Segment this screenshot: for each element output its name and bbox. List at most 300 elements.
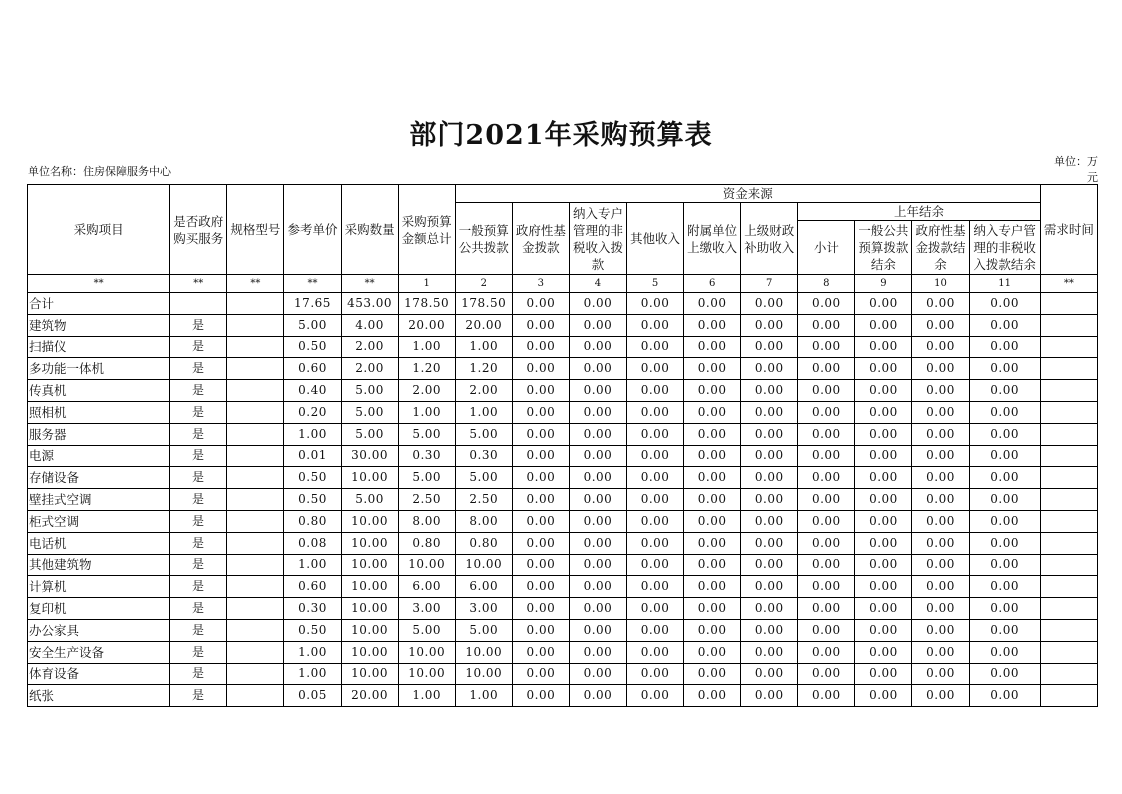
table-cell <box>227 467 284 489</box>
table-row <box>28 336 1098 358</box>
table-cell: 0.00 <box>741 401 798 423</box>
table-cell: 1.00 <box>398 685 455 707</box>
table-cell: 0.00 <box>741 467 798 489</box>
table-cell: 0.00 <box>741 576 798 598</box>
table-cell: 5.00 <box>455 423 512 445</box>
table-cell <box>1040 293 1097 315</box>
table-cell: 是 <box>170 380 227 402</box>
table-cell <box>227 358 284 380</box>
table-cell: 10.00 <box>398 663 455 685</box>
table-cell: 0.00 <box>684 510 741 532</box>
table-cell: 0.00 <box>627 576 684 598</box>
table-cell: 10.00 <box>341 554 398 576</box>
table-cell: 是 <box>170 358 227 380</box>
table-cell <box>1040 445 1097 467</box>
table-cell: 10.00 <box>398 641 455 663</box>
header-subtotal: 小计 <box>798 221 855 275</box>
column-number-row <box>28 275 1098 293</box>
table-cell <box>1040 532 1097 554</box>
table-cell: 0.00 <box>798 685 855 707</box>
header-fund-source: 资金来源 <box>455 185 1040 203</box>
table-cell: 0.00 <box>627 663 684 685</box>
table-cell: 是 <box>170 598 227 620</box>
table-cell: 0.00 <box>855 293 912 315</box>
table-cell: 10.00 <box>398 554 455 576</box>
unit-label: 单位：万元 <box>1054 155 1098 184</box>
table-cell: 0.00 <box>741 314 798 336</box>
table-cell: 0.00 <box>969 554 1040 576</box>
table-cell: 0.00 <box>741 619 798 641</box>
table-cell: 0.50 <box>284 336 341 358</box>
table-cell: 1.20 <box>398 358 455 380</box>
table-cell: 是 <box>170 336 227 358</box>
table-cell: 0.00 <box>627 401 684 423</box>
table-cell: 1.00 <box>455 685 512 707</box>
item-name-cell: 其他建筑物 <box>28 554 170 576</box>
table-cell: 0.00 <box>798 358 855 380</box>
table-cell: 0.20 <box>284 401 341 423</box>
item-name-cell: 复印机 <box>28 598 170 620</box>
table-cell: 0.00 <box>855 576 912 598</box>
table-cell: 30.00 <box>341 445 398 467</box>
table-cell: 0.00 <box>627 685 684 707</box>
column-number-cell: ** <box>284 275 341 293</box>
item-name-cell: 计算机 <box>28 576 170 598</box>
table-cell <box>227 489 284 511</box>
table-cell <box>1040 489 1097 511</box>
header-affiliated: 附属单位上缴收入 <box>684 203 741 275</box>
table-cell: 0.00 <box>798 293 855 315</box>
table-cell: 0.00 <box>512 401 569 423</box>
table-cell: 0.00 <box>969 293 1040 315</box>
table-cell <box>227 641 284 663</box>
table-cell: 0.00 <box>798 401 855 423</box>
table-cell: 0.80 <box>398 532 455 554</box>
table-cell: 0.00 <box>684 401 741 423</box>
table-cell: 0.80 <box>284 510 341 532</box>
table-cell: 0.00 <box>798 445 855 467</box>
table-cell: 是 <box>170 619 227 641</box>
table-cell: 0.00 <box>512 358 569 380</box>
table-row <box>28 510 1098 532</box>
table-cell: 0.00 <box>969 663 1040 685</box>
table-cell: 0.00 <box>798 467 855 489</box>
table-cell: 0.00 <box>512 685 569 707</box>
table-cell: 0.00 <box>627 314 684 336</box>
item-name-cell: 扫描仪 <box>28 336 170 358</box>
table-cell: 5.00 <box>341 423 398 445</box>
table-cell: 0.00 <box>912 576 969 598</box>
table-cell: 0.00 <box>512 445 569 467</box>
table-cell: 5.00 <box>398 619 455 641</box>
table-cell: 10.00 <box>341 510 398 532</box>
table-cell: 0.50 <box>284 619 341 641</box>
item-name-cell: 办公家具 <box>28 619 170 641</box>
table-cell: 0.00 <box>855 423 912 445</box>
table-row <box>28 598 1098 620</box>
table-cell: 是 <box>170 489 227 511</box>
table-cell: 0.00 <box>741 663 798 685</box>
table-row <box>28 619 1098 641</box>
table-cell: 0.00 <box>798 554 855 576</box>
table-cell: 0.00 <box>684 641 741 663</box>
table-cell: 1.00 <box>398 336 455 358</box>
table-row <box>28 489 1098 511</box>
column-number-cell: 1 <box>398 275 455 293</box>
table-cell: 是 <box>170 685 227 707</box>
table-cell: 0.00 <box>798 423 855 445</box>
table-cell: 0.00 <box>741 336 798 358</box>
table-cell: 0.00 <box>627 489 684 511</box>
table-cell: 0.00 <box>684 489 741 511</box>
table-cell: 0.00 <box>684 293 741 315</box>
table-cell: 10.00 <box>455 554 512 576</box>
item-name-cell: 多功能一体机 <box>28 358 170 380</box>
table-cell: 0.00 <box>798 619 855 641</box>
table-cell: 0.00 <box>512 336 569 358</box>
table-cell: 0.00 <box>684 576 741 598</box>
table-cell: 0.00 <box>627 641 684 663</box>
table-cell: 0.00 <box>855 532 912 554</box>
table-cell: 0.00 <box>741 380 798 402</box>
table-cell <box>227 401 284 423</box>
table-row <box>28 641 1098 663</box>
table-cell: 0.80 <box>455 532 512 554</box>
table-cell: 10.00 <box>455 663 512 685</box>
table-cell: 0.00 <box>912 619 969 641</box>
table-cell: 0.50 <box>284 467 341 489</box>
table-cell: 0.00 <box>569 489 626 511</box>
table-cell: 是 <box>170 663 227 685</box>
table-cell: 0.00 <box>912 293 969 315</box>
item-name-cell: 传真机 <box>28 380 170 402</box>
table-cell: 0.00 <box>969 445 1040 467</box>
table-cell <box>1040 685 1097 707</box>
table-cell: 0.00 <box>569 554 626 576</box>
table-cell: 1.00 <box>284 554 341 576</box>
item-name-cell: 建筑物 <box>28 314 170 336</box>
table-cell: 0.00 <box>569 293 626 315</box>
table-cell: 5.00 <box>341 380 398 402</box>
table-cell: 0.40 <box>284 380 341 402</box>
table-cell: 0.00 <box>569 423 626 445</box>
table-cell: 0.00 <box>741 358 798 380</box>
table-cell: 10.00 <box>341 532 398 554</box>
column-number-cell: 8 <box>798 275 855 293</box>
table-cell <box>227 293 284 315</box>
header-ly-special: 纳入专户管理的非税收入拨款结余 <box>969 221 1040 275</box>
table-cell: 5.00 <box>398 423 455 445</box>
table-cell: 0.00 <box>569 598 626 620</box>
table-cell: 0.00 <box>512 663 569 685</box>
column-number-cell: ** <box>227 275 284 293</box>
table-row <box>28 663 1098 685</box>
table-cell: 0.00 <box>627 380 684 402</box>
table-cell: 0.00 <box>855 467 912 489</box>
table-cell: 2.50 <box>398 489 455 511</box>
table-cell: 0.00 <box>741 532 798 554</box>
table-cell: 是 <box>170 554 227 576</box>
table-cell: 0.00 <box>969 685 1040 707</box>
table-cell: 是 <box>170 314 227 336</box>
table-cell <box>227 445 284 467</box>
table-cell <box>1040 619 1097 641</box>
table-cell: 0.00 <box>798 532 855 554</box>
table-row <box>28 423 1098 445</box>
table-cell: 是 <box>170 641 227 663</box>
item-name-cell: 存储设备 <box>28 467 170 489</box>
table-cell: 0.00 <box>684 663 741 685</box>
table-cell: 8.00 <box>455 510 512 532</box>
table-cell: 0.00 <box>855 598 912 620</box>
table-cell <box>227 598 284 620</box>
table-cell: 5.00 <box>455 467 512 489</box>
table-cell: 0.00 <box>912 401 969 423</box>
table-row <box>28 576 1098 598</box>
table-cell: 0.00 <box>969 423 1040 445</box>
table-cell: 0.00 <box>969 380 1040 402</box>
table-cell: 0.00 <box>969 510 1040 532</box>
table-cell: 8.00 <box>398 510 455 532</box>
table-cell: 0.00 <box>969 489 1040 511</box>
table-cell: 0.01 <box>284 445 341 467</box>
item-name-cell: 纸张 <box>28 685 170 707</box>
table-cell: 0.00 <box>798 510 855 532</box>
table-cell: 0.00 <box>912 358 969 380</box>
table-cell: 0.00 <box>569 314 626 336</box>
table-cell: 0.00 <box>569 619 626 641</box>
table-cell: 0.00 <box>855 489 912 511</box>
table-cell: 0.00 <box>912 532 969 554</box>
table-cell: 是 <box>170 576 227 598</box>
table-cell: 0.00 <box>798 336 855 358</box>
table-cell: 0.00 <box>855 336 912 358</box>
table-cell: 0.00 <box>684 554 741 576</box>
header-other-income: 其他收入 <box>627 203 684 275</box>
table-cell: 0.00 <box>969 532 1040 554</box>
table-cell: 0.50 <box>284 489 341 511</box>
table-cell: 0.00 <box>684 598 741 620</box>
table-cell: 0.00 <box>627 293 684 315</box>
table-cell: 4.00 <box>341 314 398 336</box>
table-cell <box>227 663 284 685</box>
header-qty: 采购数量 <box>341 185 398 275</box>
table-cell: 10.00 <box>341 467 398 489</box>
table-row <box>28 685 1098 707</box>
table-cell: 0.00 <box>569 641 626 663</box>
table-cell: 是 <box>170 532 227 554</box>
item-name-cell: 电话机 <box>28 532 170 554</box>
table-cell <box>1040 598 1097 620</box>
table-cell: 0.00 <box>569 685 626 707</box>
table-row <box>28 445 1098 467</box>
table-cell: 0.00 <box>912 663 969 685</box>
header-ly-general: 一般公共预算拨款结余 <box>855 221 912 275</box>
column-number-cell: 4 <box>569 275 626 293</box>
header-gov-fund: 政府性基金拨款 <box>512 203 569 275</box>
table-cell: 0.00 <box>912 510 969 532</box>
table-cell: 0.00 <box>569 445 626 467</box>
header-superior: 上级财政补助收入 <box>741 203 798 275</box>
table-row <box>28 380 1098 402</box>
table-row <box>28 314 1098 336</box>
column-number-cell: 11 <box>969 275 1040 293</box>
table-cell: 0.00 <box>912 467 969 489</box>
table-cell: 0.00 <box>627 619 684 641</box>
table-cell <box>227 532 284 554</box>
table-cell: 0.00 <box>912 641 969 663</box>
table-cell: 0.00 <box>627 598 684 620</box>
table-row <box>28 358 1098 380</box>
table-cell: 0.00 <box>912 554 969 576</box>
table-cell: 1.00 <box>284 423 341 445</box>
table-cell: 0.00 <box>969 336 1040 358</box>
table-cell: 0.00 <box>684 685 741 707</box>
table-cell: 1.00 <box>284 663 341 685</box>
table-cell: 0.00 <box>512 314 569 336</box>
table-cell: 0.00 <box>684 380 741 402</box>
table-cell: 0.00 <box>684 467 741 489</box>
table-cell: 0.00 <box>912 445 969 467</box>
table-cell: 0.00 <box>627 445 684 467</box>
table-cell: 1.00 <box>455 401 512 423</box>
header-budget-total: 采购预算金额总计 <box>398 185 455 275</box>
table-cell: 0.00 <box>512 489 569 511</box>
table-cell: 0.00 <box>627 554 684 576</box>
table-cell: 0.00 <box>569 467 626 489</box>
table-cell <box>227 510 284 532</box>
table-cell: 5.00 <box>341 401 398 423</box>
table-cell: 0.00 <box>684 423 741 445</box>
table-cell: 0.00 <box>855 685 912 707</box>
item-name-cell: 柜式空调 <box>28 510 170 532</box>
table-cell: 0.00 <box>855 641 912 663</box>
table-cell: 0.00 <box>798 314 855 336</box>
table-cell: 5.00 <box>398 467 455 489</box>
table-cell <box>1040 380 1097 402</box>
table-cell: 0.00 <box>912 489 969 511</box>
table-cell: 0.60 <box>284 576 341 598</box>
table-cell: 0.00 <box>627 358 684 380</box>
table-cell <box>227 685 284 707</box>
procurement-budget-table <box>27 184 1098 707</box>
column-number-cell: 2 <box>455 275 512 293</box>
table-row <box>28 554 1098 576</box>
table-cell: 0.00 <box>855 445 912 467</box>
table-cell <box>1040 401 1097 423</box>
header-last-year: 上年结余 <box>798 203 1040 221</box>
table-cell: 0.00 <box>684 445 741 467</box>
table-cell: 0.00 <box>969 314 1040 336</box>
table-cell: 6.00 <box>455 576 512 598</box>
table-cell: 0.00 <box>798 380 855 402</box>
table-cell: 0.00 <box>512 380 569 402</box>
table-cell: 2.50 <box>455 489 512 511</box>
table-cell: 5.00 <box>341 489 398 511</box>
table-cell: 2.00 <box>341 358 398 380</box>
table-cell: 10.00 <box>341 576 398 598</box>
table-cell: 0.00 <box>741 423 798 445</box>
table-cell: 0.00 <box>512 598 569 620</box>
table-cell: 0.00 <box>798 663 855 685</box>
table-cell: 0.00 <box>969 619 1040 641</box>
column-number-cell: 9 <box>855 275 912 293</box>
table-cell: 10.00 <box>341 641 398 663</box>
table-cell <box>227 314 284 336</box>
table-cell: 0.00 <box>627 423 684 445</box>
table-cell: 20.00 <box>398 314 455 336</box>
table-cell: 0.00 <box>912 336 969 358</box>
table-cell: 17.65 <box>284 293 341 315</box>
table-cell: 0.00 <box>741 598 798 620</box>
table-cell: 0.00 <box>912 380 969 402</box>
table-cell: 0.00 <box>512 641 569 663</box>
table-cell: 0.00 <box>569 358 626 380</box>
column-number-cell: ** <box>170 275 227 293</box>
table-cell: 3.00 <box>398 598 455 620</box>
table-cell: 1.00 <box>398 401 455 423</box>
table-cell: 10.00 <box>341 663 398 685</box>
table-cell <box>1040 358 1097 380</box>
table-cell: 20.00 <box>341 685 398 707</box>
header-is-gov-service: 是否政府购买服务 <box>170 185 227 275</box>
table-cell: 0.00 <box>855 314 912 336</box>
table-cell: 10.00 <box>341 598 398 620</box>
table-cell: 5.00 <box>455 619 512 641</box>
column-number-cell: ** <box>1040 275 1097 293</box>
table-cell: 0.00 <box>741 685 798 707</box>
table-row <box>28 467 1098 489</box>
table-cell: 0.30 <box>398 445 455 467</box>
column-number-cell: ** <box>341 275 398 293</box>
table-cell: 0.00 <box>798 641 855 663</box>
table-cell: 0.08 <box>284 532 341 554</box>
table-cell: 0.00 <box>569 336 626 358</box>
column-number-cell: ** <box>28 275 170 293</box>
table-cell: 0.00 <box>627 532 684 554</box>
table-cell: 0.00 <box>569 576 626 598</box>
item-name-cell: 合计 <box>28 293 170 315</box>
table-cell: 0.00 <box>627 510 684 532</box>
table-row <box>28 401 1098 423</box>
table-cell: 0.00 <box>855 358 912 380</box>
table-cell: 5.00 <box>284 314 341 336</box>
total-row <box>28 293 1098 315</box>
table-cell: 2.00 <box>341 336 398 358</box>
table-cell: 0.00 <box>969 576 1040 598</box>
table-cell <box>1040 423 1097 445</box>
table-cell: 0.00 <box>912 685 969 707</box>
table-cell: 0.00 <box>569 380 626 402</box>
table-cell <box>170 293 227 315</box>
table-cell: 是 <box>170 423 227 445</box>
table-cell <box>1040 336 1097 358</box>
table-cell: 0.00 <box>627 467 684 489</box>
item-name-cell: 服务器 <box>28 423 170 445</box>
table-cell: 0.00 <box>969 467 1040 489</box>
table-cell: 0.00 <box>969 401 1040 423</box>
table-cell <box>1040 576 1097 598</box>
table-cell: 0.00 <box>741 489 798 511</box>
table-cell: 是 <box>170 467 227 489</box>
table-cell: 20.00 <box>455 314 512 336</box>
table-cell: 0.00 <box>855 401 912 423</box>
table-cell: 0.60 <box>284 358 341 380</box>
column-number-cell: 7 <box>741 275 798 293</box>
table-cell: 0.00 <box>741 445 798 467</box>
table-cell: 0.00 <box>855 380 912 402</box>
table-cell: 0.00 <box>969 598 1040 620</box>
